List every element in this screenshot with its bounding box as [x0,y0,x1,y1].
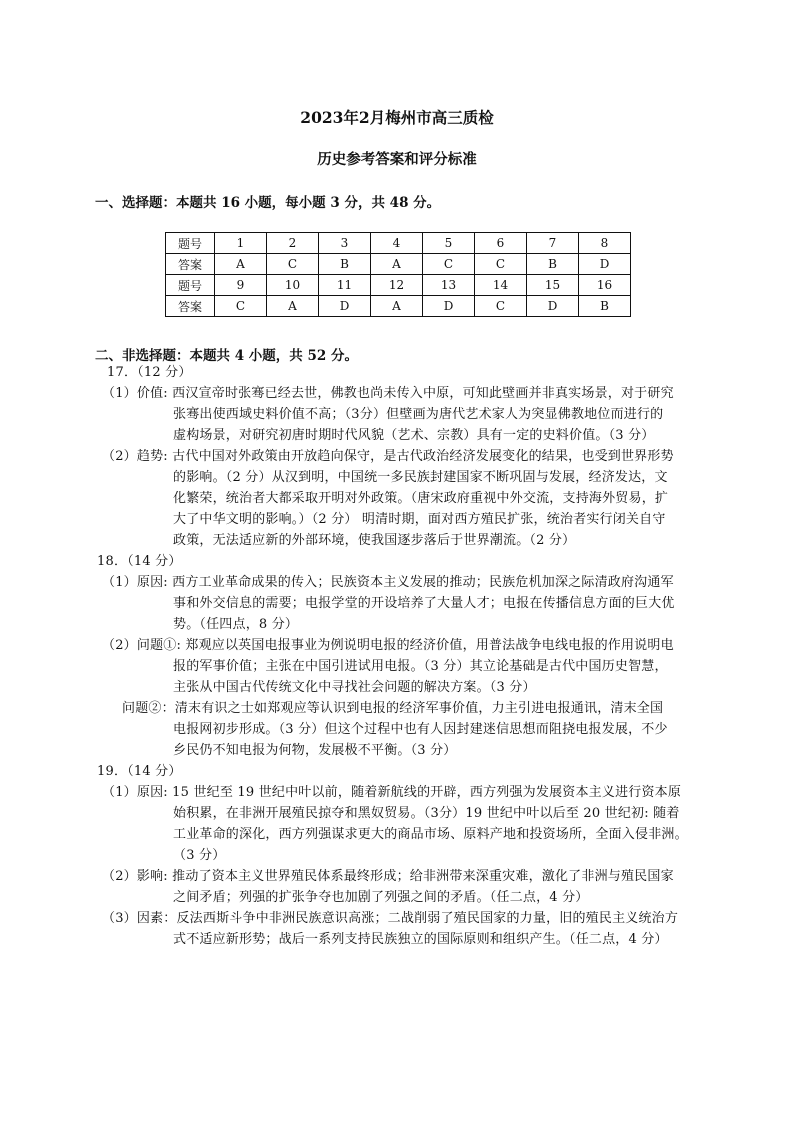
answer-line: 张骞出使西域史料价值不高；（3分）但壁画为唐代艺术家人为突显佛教地位而进行的 [173,407,664,422]
table-cell: 2 [267,233,319,254]
answer-line: 问题②：清末有识之士如郑观应等认识到电报的经济军事价值，力主引进电报通讯，清末全国 [122,701,664,716]
table-cell: A [371,296,423,317]
answer-line: 乡民仍不知电报为何物，发展极不平衡。（3 分） [173,743,457,758]
table-cell: D [423,296,475,317]
answer-line: 主张从中国古代传统文化中寻找社会问题的解决方案。（3 分） [173,680,536,695]
answer-line: 势。（任四点，8 分） [173,617,299,632]
answer-table [165,232,631,317]
table-cell: 16 [579,275,631,296]
answer-line: 的影响。（2 分）从汉到明，中国统一多民族封建国家不断巩固与发展，经济发达，文 [173,470,668,485]
table-cell: A [267,296,319,317]
table-cell: 5 [423,233,475,254]
table-cell: B [527,254,579,275]
table-cell: A [215,254,267,275]
table-cell: B [579,296,631,317]
answer-line: 化繁荣，统治者大都采取开明对外政策。（唐宋政府重视中外交流，支持海外贸易，扩 [173,491,669,506]
answer-line: （2）问题①: 郑观应以英国电报事业为例说明电报的经济价值，用普法战争电线电报的作用说明电 [102,638,674,653]
table-cell: 4 [371,233,423,254]
table-cell: C [475,254,527,275]
answer-line: （1）价值: 西汉宣帝时张骞已经去世，佛教也尚未传入中原，可知此壁画并非真实场景，对于研究 [102,386,674,401]
table-cell: 12 [371,275,423,296]
answer-line: （2）趋势: 古代中国对外政策由开放趋向保守，是古代政治经济发展变化的结果，也受到世界形势 [102,449,674,464]
table-cell: C [423,254,475,275]
answer-line: （1）原因: 西方工业革命成果的传入；民族资本主义发展的推动；民族危机加深之际清政府沟通军 [102,575,674,590]
table-row [166,275,631,296]
answer-line: 电报网初步形成。（3 分）但这个过程中也有人因封建迷信思想而阻挠电报发展，不少 [173,722,668,737]
document-title: 2023年2月梅州市高三质检 [300,108,494,127]
table-cell: 8 [579,233,631,254]
table-cell: 答案 [166,254,215,275]
table-cell: 10 [267,275,319,296]
answer-line: 大了中华文明的影响。）（2 分） 明清时期，面对西方殖民扩张，统治者实行闭关自守 [173,512,666,527]
table-cell: 1 [215,233,267,254]
table-cell: C [215,296,267,317]
answer-line: 之间矛盾；列强的扩张争夺也加剧了列强之间的矛盾。（任二点，4 分） [173,890,589,905]
answer-line: （2）影响: 推动了资本主义世界殖民体系最终形成；给非洲带来深重灾难，激化了非洲与殖民国家 [102,869,674,884]
answer-line: 工业革命的深化，西方列强谋求更大的商品市场、原料产地和投资场所，全面入侵非洲。 [173,827,688,842]
answer-line: （3 分） [173,848,226,863]
table-cell: A [371,254,423,275]
table-cell: D [319,296,371,317]
answer-line: 政策，无法适应新的外部环境，使我国逐步落后于世界潮流。（2 分） [173,533,576,548]
table-cell: B [319,254,371,275]
table-cell: 题号 [166,275,215,296]
document-subtitle: 历史参考答案和评分标准 [317,151,477,168]
table-cell: D [527,296,579,317]
table-cell: 14 [475,275,527,296]
table-cell: 15 [527,275,579,296]
question-17-label: 17．（12 分） [107,365,192,380]
question-18-label: 18．（14 分） [97,554,182,569]
table-cell: 7 [527,233,579,254]
table-cell: 13 [423,275,475,296]
table-row [166,296,631,317]
section-1-heading: 一、选择题：本题共 16 小题，每小题 3 分，共 48 分。 [95,195,441,211]
table-row [166,233,631,254]
table-cell: 9 [215,275,267,296]
question-19-label: 19．（14 分） [97,764,182,779]
answer-line: 事和外交信息的需要；电报学堂的开设培养了大量人才；电报在传播信息方面的巨大优 [173,596,675,611]
table-cell: C [475,296,527,317]
table-cell: 3 [319,233,371,254]
answer-line: 始积累，在非洲开展殖民掠夺和黑奴贸易。（3分）19 世纪中叶以后至 20 世纪初: 随着 [173,806,680,821]
answer-line: （3）因素：反法西斯斗争中非洲民族意识高涨；二战削弱了殖民国家的力量，旧的殖民主义统治方 [102,911,679,926]
table-cell: 答案 [166,296,215,317]
table-cell: C [267,254,319,275]
answer-line: 虚构场景，对研究初唐时期时代风貌（艺术、宗教）具有一定的史料价值。（3 分） [173,428,655,443]
table-cell: 6 [475,233,527,254]
table-cell: 题号 [166,233,215,254]
answer-line: 式不适应新形势；战后一系列支持民族独立的国际原则和组织产生。（任二点，4 分） [173,932,668,947]
table-cell: D [579,254,631,275]
answer-line: （1）原因: 15 世纪至 19 世纪中叶以前，随着新航线的开辟，西方列强为发展资本主义进行资本原 [102,785,682,800]
table-row [166,254,631,275]
table-cell: 11 [319,275,371,296]
answer-line: 报的军事价值；主张在中国引进试用电报。（3 分）其立论基础是古代中国历史智慧， [173,659,668,674]
section-2-heading: 二、非选择题：本题共 4 小题，共 52 分。 [95,348,358,364]
